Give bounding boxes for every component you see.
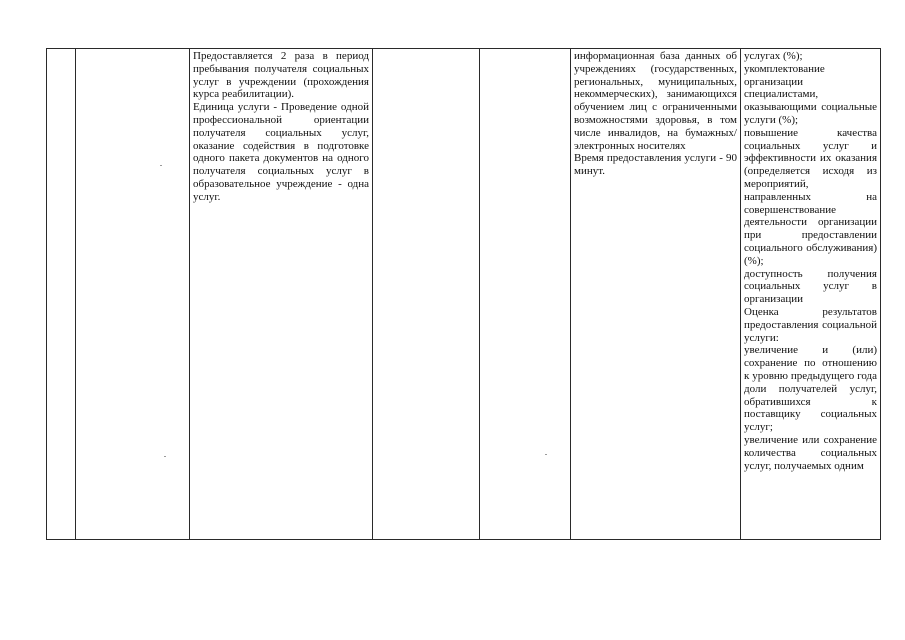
indicator-paragraph: повышение качества социальных услуг и эффективности их оказания (определяется исходя из мероприятий, направленных на совершенствование деятельности организации при предоставлении социального обслуживания) (%); [744,126,877,267]
indicator-paragraph: доступность получения социальных услуг в организации [744,267,877,306]
service-description-text [190,49,372,204]
indicator-paragraph: укомплектование организации специалистами, оказывающими социальные услуги (%); [744,62,877,126]
description-paragraph: Единица услуги - Проведение одной профессиональной ориентации получателя социальных услуг, оказание содействия в подготовке одного пакета документов на одного получателя социальных услуг в образовательное учреждение - одна услуг. [193,101,369,203]
indicator-paragraph: увеличение и (или) сохранение по отношению к уровню предыдущего года доли получателей услуг, обратившихся к поставщику социальных услуг; [744,344,877,434]
cell-column-5 [480,49,571,540]
cell-column-4 [373,49,480,540]
conditions-text [571,49,740,178]
quality-indicators-text [741,49,880,472]
cell-number [47,49,76,540]
description-paragraph: Предоставляется 2 раза в период пребывания получателя социальных услуг в учреждении (прохождения курса реабилитации). [193,50,369,101]
conditions-paragraph: Время предоставления услуги - 90 минут. [574,152,737,178]
conditions-paragraph: информационная база данных об учреждениях (государственных, региональных, муниципальных, некоммерческих), занимающихся обучением лиц с ограниченными возможностями здоровья, в том числе инвалидов, на бумажных/электронных носителях [574,50,737,152]
indicator-paragraph: услугах (%); [744,50,803,62]
cell-quality-indicators [741,49,881,540]
scan-speck [164,456,166,457]
cell-conditions [571,49,741,540]
indicator-paragraph: увеличение или сохранение количества социальных услуг, получаемых одним [744,433,877,472]
services-table [46,48,881,540]
cell-service-name [76,49,190,540]
scan-speck [160,165,162,166]
indicator-paragraph: Оценка результатов предоставления социальной услуги: [744,305,877,344]
scan-speck [545,454,547,455]
cell-service-description [190,49,373,540]
table-row [47,49,881,540]
